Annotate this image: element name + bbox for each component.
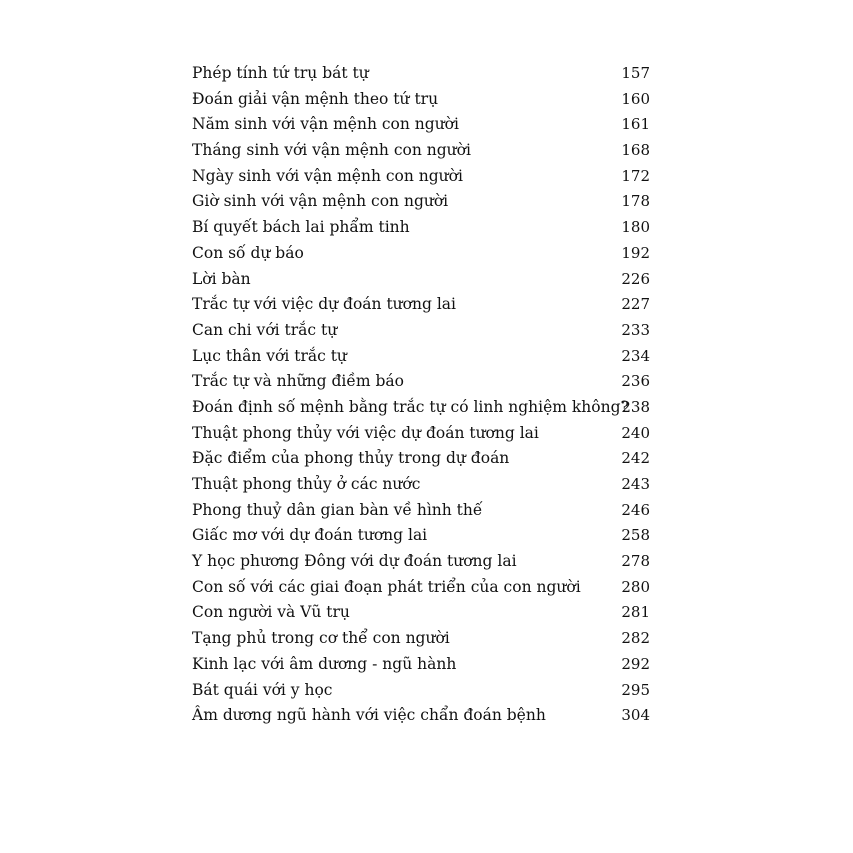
toc-entry-page-number: 242 xyxy=(621,449,650,468)
toc-entry-page-number: 295 xyxy=(621,680,650,699)
toc-entry-title: Can chi với trắc tự xyxy=(192,320,338,339)
toc-entry xyxy=(192,395,652,421)
toc-entry xyxy=(192,575,652,601)
toc-entry-title: Ngày sinh với vận mệnh con người xyxy=(192,166,463,185)
toc-entry-page-number: 234 xyxy=(621,346,650,365)
toc-entry-title: Trắc tự với việc dự đoán tương lai xyxy=(192,295,456,314)
toc-entry xyxy=(192,344,652,370)
toc-entry xyxy=(192,549,652,575)
toc-entry-page-number: 246 xyxy=(621,500,650,519)
toc-entry-title: Tháng sinh với vận mệnh con người xyxy=(192,141,471,160)
toc-entry xyxy=(192,61,652,87)
toc-entry xyxy=(192,421,652,447)
toc-entry-page-number: 280 xyxy=(621,577,650,596)
toc-entry xyxy=(192,369,652,395)
toc-entry-title: Âm dương ngũ hành với việc chẩn đoán bệnh xyxy=(192,706,546,725)
toc-entry-page-number: 157 xyxy=(621,64,650,82)
toc-entry xyxy=(192,498,652,524)
toc-entry-title: Con số dự báo xyxy=(192,243,304,262)
toc-entry xyxy=(192,523,652,549)
toc-entry xyxy=(192,267,652,293)
toc-entry xyxy=(192,678,652,704)
toc-entry-page-number: 282 xyxy=(621,629,650,648)
toc-entry-page-number: 161 xyxy=(621,115,650,134)
toc-entry-title: Đoán định số mệnh bằng trắc tự có linh nghiệm không? xyxy=(192,397,629,416)
toc-entry xyxy=(192,112,652,138)
toc-entry-title: Trắc tự và những điềm báo xyxy=(192,372,404,391)
toc-entry-page-number: 233 xyxy=(621,320,650,339)
toc-entry-title: Phép tính tứ trụ bát tự xyxy=(192,64,369,82)
toc-entry xyxy=(192,652,652,678)
toc-entry-page-number: 238 xyxy=(621,397,650,416)
toc-entry-page-number: 278 xyxy=(621,552,650,571)
toc-entry-page-number: 178 xyxy=(621,192,650,211)
toc-entry-page-number: 172 xyxy=(621,166,650,185)
toc-entry xyxy=(192,703,652,729)
toc-entry-page-number: 227 xyxy=(621,295,650,314)
toc-entry xyxy=(192,292,652,318)
toc-entry xyxy=(192,626,652,652)
toc-entry-page-number: 240 xyxy=(621,423,650,442)
toc-entry xyxy=(192,189,652,215)
toc-entry-title: Con số với các giai đoạn phát triển của con người xyxy=(192,577,581,596)
toc-entry-title: Lục thân với trắc tự xyxy=(192,346,347,365)
toc-entry-page-number: 243 xyxy=(621,475,650,493)
toc-entry-title: Năm sinh với vận mệnh con người xyxy=(192,115,459,134)
toc-entry xyxy=(192,600,652,626)
toc-entry-page-number: 304 xyxy=(621,706,650,725)
toc-entry-page-number: 192 xyxy=(621,243,650,262)
toc-entry-page-number: 180 xyxy=(621,218,650,237)
toc-entry-page-number: 236 xyxy=(621,372,650,391)
toc-entry xyxy=(192,472,652,498)
toc-entry xyxy=(192,446,652,472)
toc-entry-title: Đặc điểm của phong thủy trong dự đoán xyxy=(192,449,510,468)
toc-entry-page-number: 226 xyxy=(621,269,650,288)
toc-entry-title: Giờ sinh với vận mệnh con người xyxy=(192,192,449,211)
toc-entry-title: Bí quyết bách lai phẩm tinh xyxy=(192,218,410,237)
table-of-contents xyxy=(192,61,652,729)
toc-entry xyxy=(192,138,652,164)
toc-entry-title: Kinh lạc với âm dương - ngũ hành xyxy=(192,654,457,673)
toc-entry-page-number: 168 xyxy=(621,141,650,160)
toc-entry xyxy=(192,87,652,113)
toc-entry-page-number: 258 xyxy=(621,526,650,545)
toc-entry-page-number: 160 xyxy=(621,89,650,108)
toc-entry-page-number: 292 xyxy=(621,654,650,673)
toc-entry-title: Giấc mơ với dự đoán tương lai xyxy=(192,526,428,545)
toc-entry xyxy=(192,241,652,267)
toc-entry xyxy=(192,215,652,241)
toc-entry-title: Lời bàn xyxy=(192,269,251,288)
toc-entry-title: Con người và Vũ trụ xyxy=(192,603,350,622)
toc-entry-title: Đoán giải vận mệnh theo tứ trụ xyxy=(192,89,439,108)
toc-entry-title: Tạng phủ trong cơ thể con người xyxy=(192,629,450,648)
toc-entry-title: Y học phương Đông với dự đoán tương lai xyxy=(192,552,517,571)
toc-entry xyxy=(192,164,652,190)
toc-entry-title: Bát quái với y học xyxy=(192,680,333,699)
toc-entry xyxy=(192,318,652,344)
toc-entry-page-number: 281 xyxy=(621,603,650,622)
toc-entry-title: Phong thuỷ dân gian bàn về hình thế xyxy=(192,500,483,519)
toc-entry-title: Thuật phong thủy với việc dự đoán tương lai xyxy=(192,423,539,442)
toc-entry-title: Thuật phong thủy ở các nước xyxy=(192,475,421,493)
